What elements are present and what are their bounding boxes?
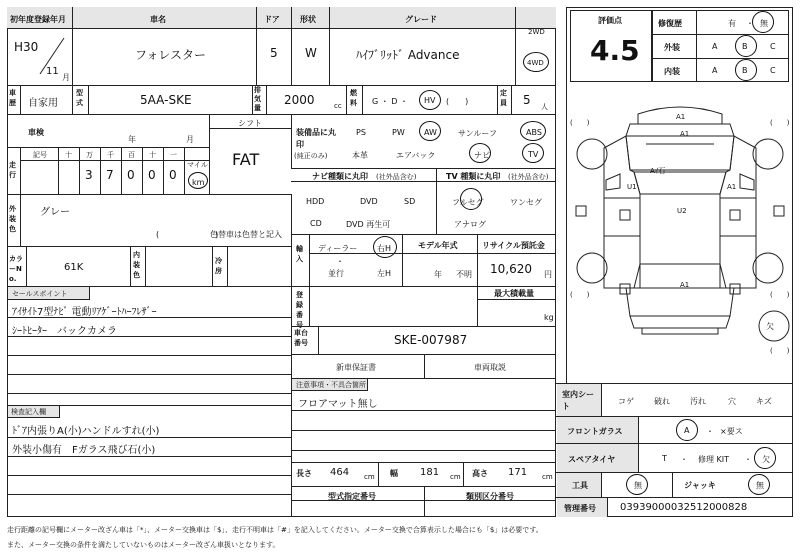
- divider: [26, 246, 27, 286]
- drive-4wd-circle: [523, 52, 549, 72]
- diag-a1-top: A1: [676, 113, 686, 121]
- divider: [346, 85, 347, 114]
- width-unit: cm: [450, 473, 461, 481]
- divider: [291, 326, 556, 327]
- divider: [291, 410, 556, 411]
- inspection-year: 年: [128, 135, 136, 144]
- width-value: 181: [420, 467, 440, 478]
- color-value: グレー: [40, 207, 70, 218]
- first-reg-month-unit: 月: [62, 73, 70, 82]
- model-year-label: モデル年式: [418, 241, 458, 250]
- fuel-options: G ・ D ・: [372, 97, 408, 106]
- mileage-label: 走行: [9, 161, 16, 179]
- header-row-bg: [7, 7, 556, 29]
- divider: [7, 393, 291, 394]
- windshield-dot: ・: [706, 427, 714, 436]
- seat-dirt: 汚れ: [690, 397, 706, 406]
- divider: [291, 234, 556, 235]
- divider: [7, 456, 291, 457]
- tools-label: 工具: [572, 481, 588, 490]
- tv-fullseg-circle: [460, 188, 482, 210]
- diag-u2: U2: [677, 207, 687, 215]
- equipment-sub: (純正のみ): [294, 152, 328, 160]
- divider: [436, 168, 437, 234]
- divider: [142, 147, 143, 194]
- recycle-label: リサイクル預託金: [482, 241, 545, 250]
- equip-navi-circle: [469, 143, 491, 163]
- diag-paren-2: ( ): [770, 119, 790, 127]
- divider: [309, 286, 310, 326]
- seat-label: 室内シート: [562, 390, 594, 411]
- divider: [7, 85, 556, 86]
- equip-leather: 本革: [352, 151, 368, 160]
- seat-scratch: キズ: [756, 397, 772, 406]
- tv-fullseg: フルセグ: [452, 198, 484, 207]
- exterior-c: C: [770, 42, 776, 51]
- exterior-a: A: [712, 42, 718, 51]
- tv-analog: アナログ: [454, 220, 486, 229]
- width-label: 幅: [390, 469, 398, 478]
- mgmt-label: 管理番号: [564, 504, 596, 513]
- divider: [477, 299, 556, 300]
- divider: [58, 147, 59, 194]
- exterior-b-circle: [735, 35, 757, 57]
- repair-no: 無: [760, 19, 768, 28]
- seat-hole: 穴: [728, 397, 736, 406]
- divider: [7, 317, 291, 318]
- cc-unit: cc: [334, 102, 342, 110]
- km-label: km: [192, 178, 205, 187]
- divider: [7, 246, 291, 247]
- divider: [163, 147, 164, 194]
- mileage-digit-label: 一: [170, 151, 177, 159]
- divider: [696, 10, 697, 82]
- divider: [20, 160, 209, 161]
- spare-label: スペアタイヤ: [568, 455, 616, 464]
- car-name-value: フォレスター: [135, 48, 207, 62]
- import-left: 左H: [377, 269, 392, 278]
- drive-4wd: 4WD: [527, 59, 544, 67]
- notes-label: 注意事項・不具合箇所: [296, 381, 366, 389]
- fuel-paren: ( ): [446, 97, 469, 106]
- model-label: 型式: [76, 89, 83, 107]
- equip-sunroof: サンルーフ: [458, 129, 497, 138]
- navi-type-sub: (社外品含む): [376, 173, 417, 181]
- sales-point-label: セールスポイント: [12, 290, 68, 298]
- equip-airbag: エアバック: [396, 151, 436, 160]
- diag-missing: 欠: [766, 322, 774, 331]
- interior-c: C: [770, 66, 776, 75]
- divider: [515, 7, 516, 85]
- diag-paren-3: ( ): [570, 291, 590, 299]
- divider: [100, 147, 101, 194]
- windshield-label: フロントガラス: [567, 427, 623, 436]
- repair-label: 修復歴: [658, 19, 682, 28]
- tools-none: 無: [634, 481, 642, 490]
- divider: [402, 234, 403, 286]
- equipment-label: 装備品に丸印: [296, 128, 336, 149]
- tv-oneseg: ワンセグ: [510, 198, 542, 207]
- equip-abs: ABS: [526, 128, 542, 137]
- equip-aw-circle: [419, 121, 441, 141]
- inspector-line1: ﾄﾞｱ内張りA(小)ハンドルすれ(小): [12, 426, 160, 437]
- divider: [309, 234, 310, 286]
- divider: [652, 34, 789, 35]
- mileage-digit-label: 十: [149, 151, 156, 159]
- navi-hdd: HDD: [306, 197, 325, 206]
- divider: [477, 286, 478, 326]
- tv-type-sub: (社外品含む): [508, 173, 549, 181]
- footer-line1: 走行距離の記号欄にメーター改ざん車は「*」、メーター交換車は「$」、走行不明車は「#」を記入してください。メーター交換で合算表示した場合にも「$」は必要です。: [7, 526, 543, 534]
- navi-dvd: DVD: [360, 197, 378, 206]
- repair-dot: ・: [746, 19, 754, 28]
- shape-label: 形状: [300, 15, 316, 24]
- inspector-line2: 外装小傷有 Fガラス飛び石(小): [12, 445, 156, 456]
- divider: [291, 462, 556, 463]
- divider: [256, 7, 257, 85]
- mileage-digit: 0: [148, 168, 156, 182]
- divider: [227, 246, 228, 286]
- divider: [291, 194, 292, 517]
- divider: [7, 114, 556, 115]
- chassis-label: 車台番号: [294, 329, 308, 347]
- diag-paren-5: ( ): [770, 347, 790, 355]
- seat-tear: 破れ: [654, 397, 670, 406]
- divider: [291, 430, 556, 431]
- divider: [7, 336, 291, 337]
- spare-dot2: ・: [744, 455, 752, 464]
- divider: [291, 450, 556, 451]
- usage-value: 自家用: [28, 98, 58, 109]
- divider: [72, 7, 73, 85]
- model-value: 5AA-SKE: [140, 93, 192, 107]
- equip-ps: PS: [356, 128, 366, 137]
- warranty-manual: 車両取説: [474, 363, 506, 372]
- height-unit: cm: [542, 473, 553, 481]
- interior-b: B: [742, 66, 748, 75]
- max-load-unit: kg: [544, 313, 554, 322]
- capacity-value: 5: [523, 93, 531, 107]
- seat-burn: コゲ: [618, 397, 634, 406]
- import-dot: ・: [336, 257, 344, 266]
- mileage-digit: 3: [85, 168, 93, 182]
- repair-no-circle: [752, 11, 774, 33]
- mileage-digit-label: 百: [128, 151, 135, 159]
- doors-value: 5: [270, 46, 278, 60]
- divider: [266, 85, 267, 114]
- length-unit: cm: [364, 473, 375, 481]
- grade-value: ﾊｲﾌﾞﾘｯﾄﾞ Advance: [356, 48, 460, 62]
- diag-paren-4: ( ): [770, 291, 790, 299]
- divider: [511, 85, 512, 114]
- repair-yes: 有: [728, 19, 736, 28]
- height-label: 高さ: [472, 469, 488, 478]
- import-dealer: ディーラー: [318, 244, 358, 253]
- divider: [291, 168, 556, 169]
- windshield-a: A: [684, 426, 690, 435]
- divider: [424, 354, 425, 378]
- divider: [20, 85, 21, 114]
- diag-front-stone: Aｲ石: [650, 167, 666, 175]
- interior-b-circle: [735, 59, 757, 81]
- inspection-month: 月: [186, 135, 194, 144]
- divider: [20, 147, 21, 194]
- mileage-digit-label: 千: [107, 151, 114, 159]
- divider: [20, 194, 21, 246]
- equip-navi: ナビ: [474, 151, 490, 160]
- spare-kit: 修理 KIT: [698, 455, 730, 464]
- navi-type-label: ナビ種類に丸印: [312, 172, 368, 181]
- divider: [7, 494, 291, 495]
- spare-dot: ・: [680, 455, 688, 464]
- tools-none-circle: [626, 474, 648, 495]
- sales-point-line1: ｱｲｻｲﾄ7型ﾅﾋﾞ 電動ﾘｱｹﾞｰﾄﾊｰﾌﾚｻﾞｰ: [12, 307, 157, 318]
- equip-tv-circle: [522, 143, 544, 163]
- diag-a1-right: A1: [727, 183, 737, 191]
- spare-missing: 欠: [762, 455, 770, 464]
- color-paren: ( ): [156, 230, 219, 239]
- shape-value: W: [305, 46, 317, 60]
- divider: [212, 246, 213, 286]
- inspection-label: 車検: [28, 128, 44, 137]
- fuel-hv-circle: [419, 90, 441, 110]
- divider: [121, 147, 122, 194]
- door-label: ドア: [264, 15, 280, 24]
- mileage-digit: 7: [106, 168, 114, 182]
- divider: [130, 246, 131, 286]
- interior-color-label: 内装色: [133, 251, 140, 279]
- recycle-value: 10,620: [490, 262, 532, 276]
- equip-tv: TV: [528, 150, 539, 159]
- divider: [291, 500, 556, 501]
- navi-cd: CD: [310, 219, 322, 228]
- divider: [378, 462, 379, 486]
- tv-type-label: TV 種類に丸印: [446, 172, 501, 181]
- score-label: 評価点: [598, 16, 622, 25]
- divider: [209, 128, 291, 129]
- color-no-label: カラーNo.: [9, 255, 23, 283]
- model-year-year: 年: [434, 270, 442, 279]
- interior-a: A: [712, 66, 718, 75]
- divider: [463, 462, 464, 486]
- import-right-circle: [373, 236, 397, 258]
- divider: [7, 147, 209, 148]
- recycle-unit: 円: [544, 270, 552, 279]
- chassis-value: SKE-007987: [394, 333, 468, 347]
- grade-label: グレード: [405, 15, 437, 24]
- divider: [7, 194, 291, 195]
- height-value: 171: [508, 467, 528, 478]
- shift-value: FAT: [232, 150, 260, 169]
- divider: [672, 472, 673, 497]
- car-name-label: 車名: [150, 15, 166, 24]
- divider: [252, 85, 253, 114]
- divider: [7, 475, 291, 476]
- max-load-label: 最大積載量: [494, 289, 534, 298]
- drive-2wd: 2WD: [528, 28, 545, 36]
- exterior-b: B: [742, 42, 748, 51]
- first-reg-year: H30: [14, 40, 39, 54]
- divider: [652, 58, 789, 59]
- length-value: 464: [330, 467, 350, 478]
- mileage-digit: 0: [127, 168, 135, 182]
- score-value: 4.5: [590, 34, 640, 67]
- divider: [7, 355, 291, 356]
- sales-point-line2: ｼｰﾄﾋｰﾀｰ バックカメラ: [12, 326, 117, 337]
- capacity-unit: 人: [541, 103, 548, 111]
- divider: [329, 7, 330, 85]
- jack-none: 無: [756, 481, 764, 490]
- spare-t: T: [662, 454, 667, 463]
- displacement-value: 2000: [284, 93, 315, 107]
- model-year-unknown: 不明: [456, 270, 472, 279]
- navi-dvd-play: DVD 再生可: [346, 220, 391, 229]
- spare-missing-circle: [754, 447, 776, 469]
- ac-label: 冷房: [215, 257, 222, 275]
- usage-label: 車歴: [9, 89, 16, 107]
- color-note: 色替車は色替と記入: [210, 230, 282, 239]
- diag-u1-left: U1: [627, 183, 637, 191]
- import-label: 輸入: [296, 245, 303, 263]
- divider: [497, 85, 498, 114]
- registration-label: 登録番号: [296, 291, 303, 329]
- jack-none-circle: [748, 474, 770, 495]
- equip-pw: PW: [392, 128, 405, 137]
- navi-sd: SD: [404, 197, 416, 206]
- divider: [184, 147, 185, 194]
- diag-a1-bottom: A1: [680, 281, 690, 289]
- color-no-value: 61K: [64, 262, 84, 273]
- interior-label: 内装: [664, 67, 680, 76]
- first-reg-month: 11: [46, 66, 59, 77]
- divider: [291, 7, 292, 85]
- divider: [7, 437, 291, 438]
- capacity-label: 定員: [500, 89, 507, 107]
- divider: [424, 486, 425, 517]
- diag-paren-1: ( ): [570, 119, 590, 127]
- jack-label: ジャッキ: [684, 481, 716, 490]
- mileage-digit-label: 万: [86, 151, 93, 159]
- divider: [318, 326, 319, 354]
- mile-label: マイル: [187, 161, 208, 169]
- windshield-a-circle: [676, 419, 698, 441]
- divider: [362, 85, 363, 114]
- mileage-digit: 0: [169, 168, 177, 182]
- divider: [291, 114, 292, 168]
- category-label: 類別区分番号: [466, 492, 514, 501]
- divider: [477, 234, 478, 286]
- divider: [7, 374, 291, 375]
- warranty-new: 新車保証書: [336, 363, 376, 372]
- diag-a1-top2: A1: [680, 130, 690, 138]
- fuel-label: 燃料: [350, 89, 357, 107]
- divider: [88, 85, 89, 114]
- displacement-label: 排気量: [254, 86, 261, 112]
- mileage-sign-label: 記号: [33, 151, 47, 159]
- divider: [72, 85, 73, 114]
- first-reg-label: 初年度登録年月: [10, 15, 66, 24]
- divider: [79, 147, 80, 194]
- divider: [309, 253, 556, 254]
- notes-value: フロアマット無し: [298, 399, 378, 410]
- mgmt-value: 03939000032512000828: [620, 502, 748, 513]
- km-circle: [188, 172, 208, 189]
- equip-aw: AW: [424, 128, 437, 137]
- length-label: 長さ: [296, 469, 312, 478]
- inspector-label: 検査記入欄: [11, 408, 46, 416]
- shift-label: シフト: [238, 119, 262, 128]
- windshield-replace: ×要ス: [720, 427, 743, 436]
- divider: [209, 114, 210, 194]
- color-label: 外装色: [9, 205, 16, 233]
- equip-abs-circle: [520, 121, 546, 141]
- footer-line2: また、メーター交換の条件を満たしていないものはメーター改ざん車扱いとなります。: [7, 541, 280, 549]
- divider: [145, 246, 146, 286]
- mileage-digit-label: 十: [65, 151, 72, 159]
- exterior-label: 外装: [664, 43, 680, 52]
- type-designation-label: 型式指定番号: [328, 492, 376, 501]
- import-right: 右H: [377, 244, 392, 253]
- fuel-hv: HV: [424, 96, 436, 105]
- import-parallel: 並行: [328, 269, 344, 278]
